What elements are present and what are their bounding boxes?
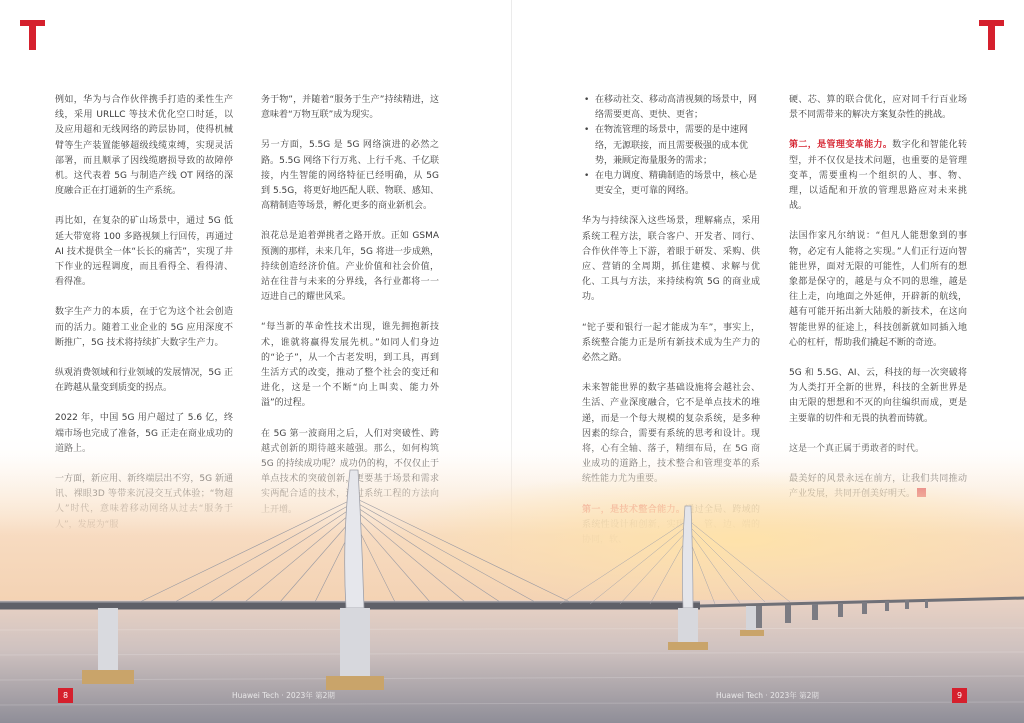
t-logo-icon	[979, 20, 1004, 50]
paragraph: 法国作家凡尔纳说：“但凡人能想象到的事物，必定有人能将之实现。”人们正行迈向智能世界，面对无限的可能性，人们所有的想象都是保守的，越是与众不同的思维，越是往上走，向地面之外延伸，开辟新的航线，越有可能开拓出新大陆般的新技术，在这向智能世界的征途上，科技创新就如同插入地心的杠杆，帮助我们撬起不断的奇迹。	[789, 231, 967, 348]
paragraph: 数字生产力的本质，在于它为这个社会创造而的活力。随着工业企业的 5G 应用深度不断推广，5G 技术将持续扩大数字生产力。	[55, 307, 233, 348]
paragraph: 华为与持续深入这些场景，理解痛点，采用系统工程方法，联合客户、开发者、同行、合作伙伴等上下游，着眼于研发、采购、供应、营销的全周期，抓住建模、求解与优化、工具与方法，来持续构筑 5G 的商业成功。	[582, 216, 760, 303]
bridge-photo	[0, 430, 1024, 723]
bullet-list	[582, 93, 760, 199]
paragraph: 未来智能世界的数字基础设施将会越社会、生活、产业深度融合，它不是单点技术的堆递，而是一个每大规模的复杂系统，是多种	[582, 383, 760, 424]
paragraph: “铊子要和银行一起才能成为车”，事实上，系统整合能力正是所有新技术成为生产力的必然之路。	[582, 322, 760, 364]
paragraph: 再比如，在复杂的矿山场景中，通过 5G 低延大带宽将 100 多路视频上行回传，再通过 AI 技术提供全一体“长长的痛苦”，实现了井下作业的远程调度，而且看得全、看得清、看得准。	[55, 216, 233, 288]
footer-text: Huawei Tech · 2023年 第2期	[232, 691, 335, 700]
paragraph: 例如，华为与合作伙伴携手打造的柔性生产线，采用 URLLC 等技术优化空口时延，以及应用超和无线网络的跨层协同，使得机械臂等生产装置能够超级线缆束缚，实现灵活部署，而且顺承了因线缆磨损导致的故障停机。这代表着 5G 与制造产线 OT 网络的深度融合正在打通新的生产系统。	[55, 95, 233, 197]
footer-text: Huawei Tech · 2023年 第2期	[716, 691, 819, 700]
paragraph-text: 数字化和智能化转型，并不仅仅是技术问题，也重要的是管理变革，需要重构一个组织的人、事、物、理，以适配和开放的管理思路应对未来挑战。	[789, 140, 967, 212]
paragraph: 另一方面，5.5G 是 5G 网络演进的必然之路。5.5G 网络下行万兆、上行千兆、千亿联接，内生智能的网络特征已经明确，从 5G 到 5.5G，将更好地匹配人联、物联、感知、高精制造等场景，孵化更多的商业新机会。	[261, 140, 439, 212]
paragraph: 浪花总是追着弹挑者之路开放。正如 GSMA 预测的那样，未来几年，5G 将进一步成熟，持续创造经济价值。产业价值和社会价值，站在往昔与未来的分界线，各行业都将一一迈进自己的耀世风采。	[261, 231, 439, 303]
paragraph	[789, 138, 967, 214]
highlight-heading: 第二，是管理变革能力。	[789, 140, 893, 151]
paragraph: 纵观消费领域和行业领域的发展情况，5G 正在跨越从量变到质变的拐点。	[55, 368, 233, 394]
paragraph: 硬、芯、算的联合优化，应对同千行百业场景不同需带来的解决方案复杂性的挑战。	[789, 95, 967, 121]
page-number: 9	[952, 688, 967, 703]
paragraph: 2022 年，中国 5G 用户超过了 5.6 亿，终	[55, 413, 233, 424]
list-item: • 在物流管理的场景中，需要的是中速网络，无源联接，而且需要极强的成本优势，兼顾定海量服务的需求；	[582, 123, 760, 169]
page-number: 8	[58, 688, 73, 703]
paragraph: 5G 和 5.5G、AI、云，科技的每一次突破将为人类打开全新的世界，科技的全新世界是由无限的想想和不灭的向往编织而成，更是主要靠的切件和无畏的执着而铸就。	[789, 368, 967, 424]
t-logo-icon	[20, 20, 45, 50]
list-item: • 在移动社交、移动高清视频的场景中，网络需要更高、更快、更省；	[582, 93, 760, 123]
paragraph: “每当新的革命性技术出现，谁先拥抱新技术，谁就将赢得发展先机。”如同人们身边的“论子”，从一个古老发明，到工具，再到生活方式的改变，推动了整个社会的变迁和进化，这是一个不断“向上叫卖、能力外溢”的过程。	[261, 322, 439, 409]
bridge-illustration	[0, 430, 1024, 723]
paragraph: 务于物”，并随着“服务于生产”持续精进，这意味着“万物互联”成为现实。	[261, 95, 439, 121]
list-item: • 在电力调度、精确制造的场景中，核心是更安全，更可靠的网络。	[582, 169, 760, 199]
